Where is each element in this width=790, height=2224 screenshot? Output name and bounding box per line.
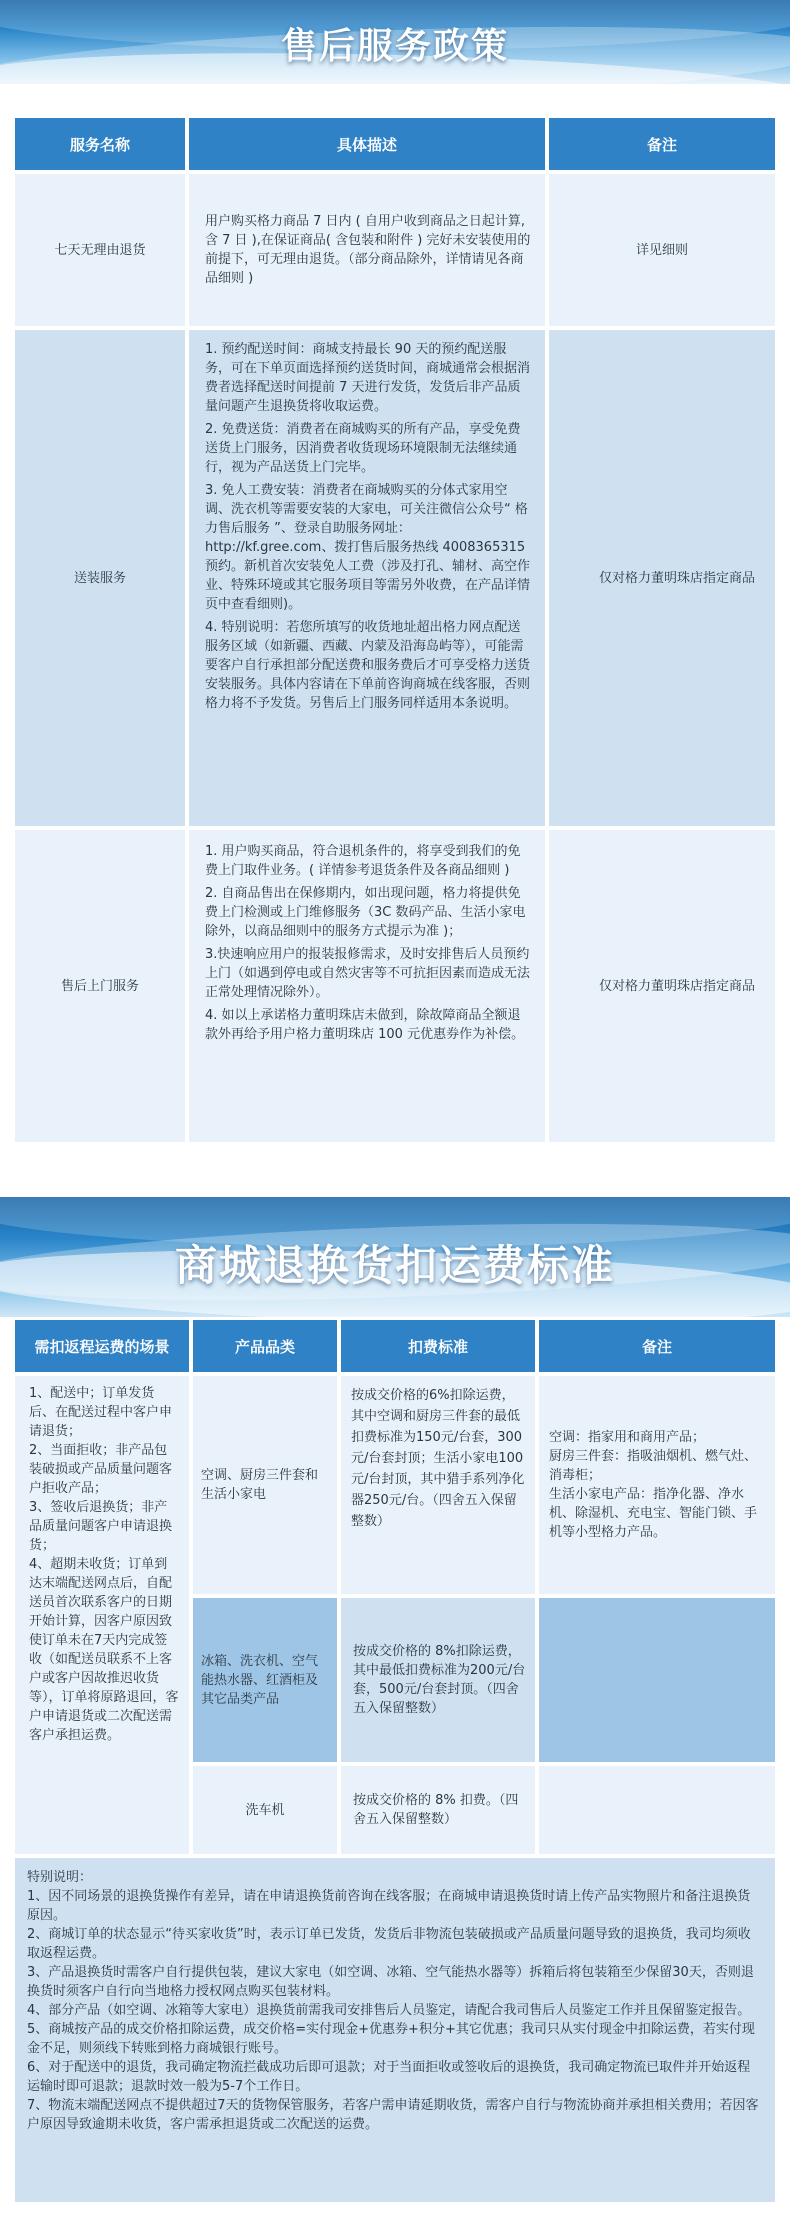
header-scenario: 需扣返程运费的场景 <box>15 1320 189 1372</box>
header-category: 产品品类 <box>193 1320 337 1372</box>
section1 <box>0 0 790 1042</box>
header-note: 备注 <box>549 118 775 170</box>
table-row <box>15 174 775 326</box>
section1-banner <box>0 0 790 84</box>
category-cell: 冰箱、洗衣机、空气能热水器、红酒柜及其它品类产品 <box>193 1598 337 1762</box>
header-standard: 扣费标准 <box>341 1320 535 1372</box>
row-description: 1. 用户购买商品，符合退机条件的，将享受到我们的免费上门取件业务。( 详情参考退货条件及各商品细则 ) 2. 自商品售出在保修期内，如出现问题，格力将提供免费上门检测或上门维修服务（3C 数码产品、生活小家电除外，以商品细则中的服务方式提示为准 )； 3.快速响应用户的报装报修需求，及时安排售后人员预约上门（如遇到停电或自然灾害等不可抗拒因素而造成无法正常处理情况除外）。 4. 如以上承诺格力董明珠店未做到，除故障商品全额退款外再给予用户格力董明珠店 100 元优惠券作为补偿。 <box>189 830 545 1142</box>
row-service-name: 七天无理由退货 <box>15 174 185 326</box>
row-note: 仅对格力董明珠店指定商品 <box>549 330 775 826</box>
standard-cell: 按成交价格的6%扣除运费，其中空调和厨房三件套的最低扣费标准为150元/台套，300元/台套封顶；生活小家电100元/台封顶，其中猎手系列净化器250元/台。（四舍五入保留整数） <box>341 1376 535 1594</box>
note-cell <box>539 1598 775 1762</box>
header-description: 具体描述 <box>189 118 545 170</box>
note-item: 3、产品退换货时需客户自行提供包装，建议大家电（如空调、冰箱、空气能热水器等）拆箱后将包装箱至少保留30天，否则退换货时须客户自行向当地格力授权网点购买包装材料。 <box>27 1965 754 1999</box>
table-header-row <box>15 1320 775 1372</box>
row-note: 详见细则 <box>549 174 775 326</box>
scenario-cell: 1、配送中；订单发货后、在配送过程中客户申请退货； 2、当面拒收；非产品包装破损或产品质量问题客户拒收产品； 3、签收后退换货；非产品质量问题客户申请退换货； 4、超期未收货；订单到达末端配送网点后，自配送员首次联系客户的日期开始计算，因客户原因致使订单未在7天内完成签收（如配送员联系不上客户或客户因故推迟收货等），订单将原路退回，客户申请退货或二次配送需客户承担运费。 <box>15 1376 189 1854</box>
header-service-name: 服务名称 <box>15 118 185 170</box>
note-cell: 空调：指家用和商用产品； 厨房三件套：指吸油烟机、燃气灶、消毒柜； 生活小家电产品：指净化器、净水机、除湿机、充电宝、智能门锁、手机等小型格力产品。 <box>539 1376 775 1594</box>
note-item: 7、物流末端配送网点不提供超过7天的货物保管服务，若客户需申请延期收货，需客户自行与物流协商并承担相关费用；若因客户原因导致逾期未收货，客户需承担退货或二次配送的运费。 <box>27 2098 759 2132</box>
section2-title: 商城退换货扣运费标准 <box>174 1241 615 1290</box>
section1-title: 售后服务政策 <box>280 26 509 67</box>
category-cell: 洗车机 <box>193 1766 337 1854</box>
note-item: 6、对于配送中的退货，我司确定物流拦截成功后即可退款；对于当面拒收或签收后的退换货，我司确定物流已取件并开始返程运输时即可退款；退款时效一般为5-7个工作日。 <box>27 2060 751 2094</box>
row-description: 1. 预约配送时间：商城支持最长 90 天的预约配送服务，可在下单页面选择预约送货时间，商城通常会根据消费者选择配送时间提前 7 天进行发货，发货后非产品质量问题产生退换货将收取运费。 2. 免费送货：消费者在商城购买的所有产品，享受免费送货上门服务，因消费者收货现场环境限制无法继续通行，视为产品送货上门完毕。 3. 免人工费安装：消费者在商城购买的分体式家用空调、洗衣机等需要安装的大家电，可关注微信公众号“ 格力售后服务 ”、登录自助服务网址：http://kf.gree.com、拨打售后服务热线 4008365315 预约。新机首次安装免人工费（涉及打孔、辅材、高空作业、特殊环境或其它服务项目等需另外收费，在产品详情页中查看细则)。 4. 特别说明：若您所填写的收货地址超出格力网点配送服务区域（如新疆、西藏、内蒙及沿海岛屿等），可能需要客户自行承担部分配送费和服务费后才可享受格力送货安装服务。具体内容请在下单前咨询商城在线客服，否则格力将不予发货。另售后上门服务同样适用本条说明。 <box>189 330 545 826</box>
note-item: 1、因不同场景的退换货操作有差异，请在申请退换货前咨询在线客服；在商城申请退换货时请上传产品实物照片和备注退换货原因。 <box>27 1889 751 1923</box>
header-note: 备注 <box>539 1320 775 1372</box>
note-cell <box>539 1766 775 1854</box>
table-row <box>15 330 775 826</box>
note-item: 2、商城订单的状态显示“待买家收货”时，表示订单已发货，发货后非物流包装破损或产品质量问题导致的退换货，我司均须收取返程运费。 <box>27 1927 751 1961</box>
row-description: 用户购买格力商品 7 日内 ( 自用户收到商品之日起计算,含 7 日 ),在保证商品( 含包装和附件 ) 完好未安装使用的前提下，可无理由退货。（部分商品除外，详情请见各商品细则 ) <box>189 174 545 326</box>
note-item: 4、部分产品（如空调、冰箱等大家电）退换货前需我司安排售后人员鉴定，请配合我司售后人员鉴定工作并且保留鉴定报告。 <box>27 2003 751 2018</box>
table-header-row <box>15 118 775 170</box>
section2-banner <box>0 1197 790 1317</box>
category-cell: 空调、厨房三件套和生活小家电 <box>193 1376 337 1594</box>
standard-cell: 按成交价格的 8%扣除运费，其中最低扣费标准为200元/台套，500元/台套封顶。（四舍五入保留整数） <box>341 1598 535 1762</box>
standard-cell: 按成交价格的 8% 扣费。（四舍五入保留整数） <box>341 1766 535 1854</box>
table-row <box>15 830 775 1142</box>
notes-heading: 特别说明： <box>27 1870 93 1885</box>
special-notes <box>15 1858 775 2202</box>
note-item: 5、商城按产品的成交价格扣除运费，成交价格=实付现金+优惠券+积分+其它优惠；我司只从实付现金中扣除运费，若实付现金不足，则须线下转账到格力商城银行账号。 <box>27 2022 755 2056</box>
row-service-name: 售后上门服务 <box>15 830 185 1142</box>
row-note: 仅对格力董明珠店指定商品 <box>549 830 775 1142</box>
row-service-name: 送装服务 <box>15 330 185 826</box>
